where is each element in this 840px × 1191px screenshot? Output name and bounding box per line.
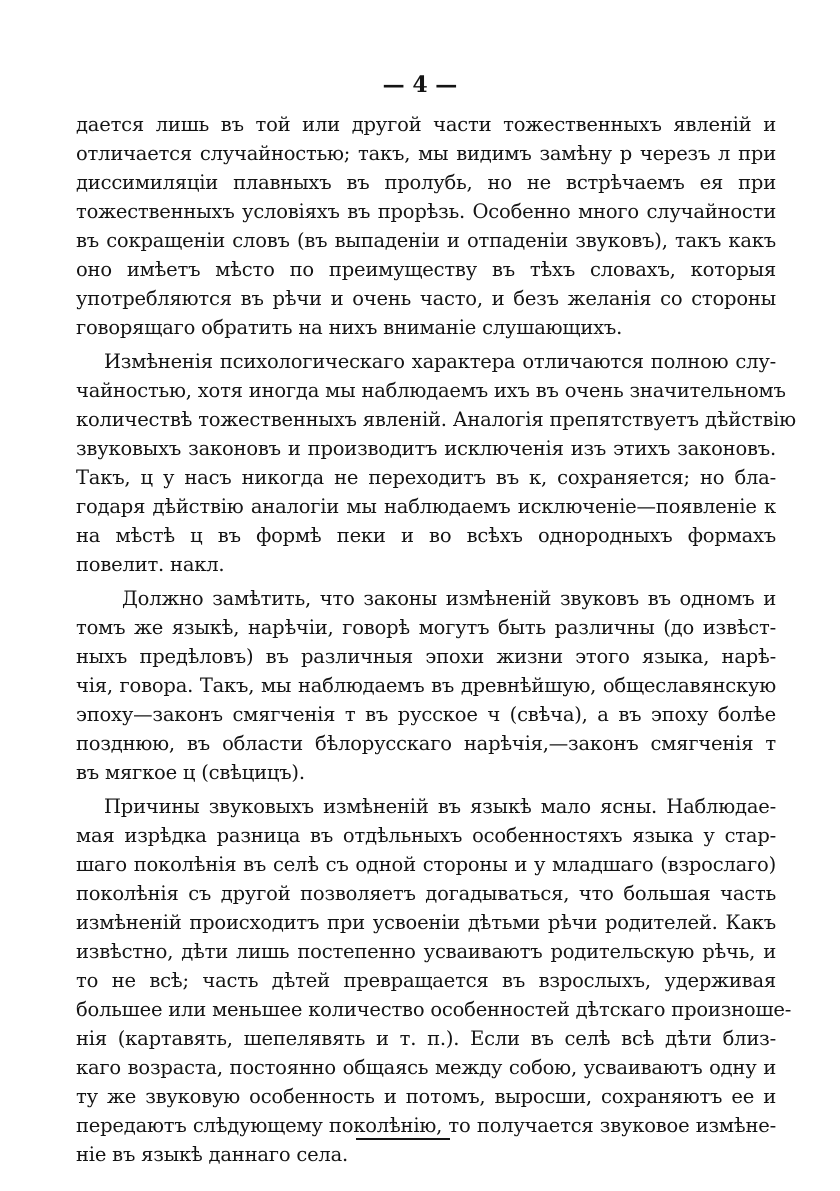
paragraph <box>76 110 776 342</box>
text-line: чайностью, хотя иногда мы наблюдаемъ ихъ въ очень значительномъ <box>76 379 786 402</box>
text-line: говорящаго обратить на нихъ вниманіе слушающихъ. <box>76 316 623 339</box>
text-line: тожественныхъ условіяхъ въ прорѣзь. Особенно много случайности <box>76 200 776 223</box>
page-number: — 4 — <box>382 72 458 98</box>
text-line: въ сокращеніи словъ (въ выпаденіи и отпаденіи звуковъ), такъ какъ <box>76 229 776 252</box>
text-line: эпоху—законъ смягченія т въ русское ч (свѣча), а въ эпоху болѣе <box>76 703 776 726</box>
text-line: ту же звуковую особенность и потомъ, выросши, сохраняютъ ее и <box>76 1085 776 1108</box>
text-line: годаря дѣйствію аналогіи мы наблюдаемъ исключеніе—появленіе к <box>76 495 776 518</box>
text-line: позднюю, въ области бѣлорусскаго нарѣчія,—законъ смягченія т <box>76 732 776 755</box>
text-line: Должно замѣтить, что законы измѣненій звуковъ въ одномъ и <box>122 587 776 610</box>
text-line: Причины звуковыхъ измѣненій въ языкѣ мало ясны. Наблюдае- <box>104 795 776 818</box>
text-line: Измѣненія психологическаго характера отличаются полною слу- <box>104 350 776 373</box>
body-text <box>76 110 796 1169</box>
text-line: то не всѣ; часть дѣтей превращается въ взрослыхъ, удерживая <box>76 969 776 992</box>
text-line: употребляются въ рѣчи и очень часто, и безъ желанія со стороны <box>76 287 776 310</box>
text-line: извѣстно, дѣти лишь постепенно усваиваютъ родительскую рѣчь, и <box>76 940 776 963</box>
text-line: шаго поколѣнія въ селѣ съ одной стороны и у младшаго (взрослаго) <box>76 853 776 876</box>
paragraph <box>76 584 776 787</box>
text-line: количествѣ тожественныхъ явленій. Аналогія препятствуетъ дѣйствію <box>76 408 796 431</box>
text-line: диссимиляціи плавныхъ въ пролубь, но не встрѣчаемъ ея при <box>76 171 776 194</box>
text-line: нія (картавять, шепелявять и т. п.). Если въ селѣ всѣ дѣти близ- <box>76 1027 776 1050</box>
text-line: поколѣнія съ другой позволяетъ догадываться, что большая часть <box>76 882 776 905</box>
text-line: звуковыхъ законовъ и производитъ исключенія изъ этихъ законовъ. <box>76 437 776 460</box>
section-end-rule <box>356 1138 450 1140</box>
text-line: отличается случайностью; такъ, мы видимъ замѣну р черезъ л при <box>76 142 776 165</box>
text-line: ныхъ предѣловъ) въ различныя эпохи жизни этого языка, нарѣ- <box>76 645 776 668</box>
paragraph <box>76 347 796 579</box>
text-line: повелит. накл. <box>76 553 225 576</box>
text-line: большее или меньшее количество особенностей дѣтскаго произноше- <box>76 998 792 1021</box>
text-line: мая изрѣдка разница въ отдѣльныхъ особенностяхъ языка у стар- <box>76 824 776 847</box>
text-line: на мѣстѣ ц въ формѣ пеки и во всѣхъ однородныхъ формахъ <box>76 524 776 547</box>
text-line: оно имѣетъ мѣсто по преимуществу въ тѣхъ словахъ, которыя <box>76 258 776 281</box>
text-line: томъ же языкѣ, нарѣчіи, говорѣ могутъ быть различны (до извѣст- <box>76 616 776 639</box>
text-line: передаютъ слѣдующему поколѣнію, то получается звуковое измѣне- <box>76 1114 776 1137</box>
text-line: каго возраста, постоянно общаясь между собою, усваиваютъ одну и <box>76 1056 776 1079</box>
text-line: измѣненій происходитъ при усвоеніи дѣтьми рѣчи родителей. Какъ <box>76 911 776 934</box>
text-line: въ мягкое ц (свѣцицъ). <box>76 761 305 784</box>
text-line: Такъ, ц у насъ никогда не переходитъ въ к, сохраняется; но бла- <box>76 466 776 489</box>
paragraph <box>76 792 792 1169</box>
text-line: дается лишь въ той или другой части тожественныхъ явленій и <box>76 113 776 136</box>
text-line: чія, говора. Такъ, мы наблюдаемъ въ древнѣйшую, общеславянскую <box>76 674 776 697</box>
text-line: ніе въ языкѣ даннаго села. <box>76 1143 349 1166</box>
